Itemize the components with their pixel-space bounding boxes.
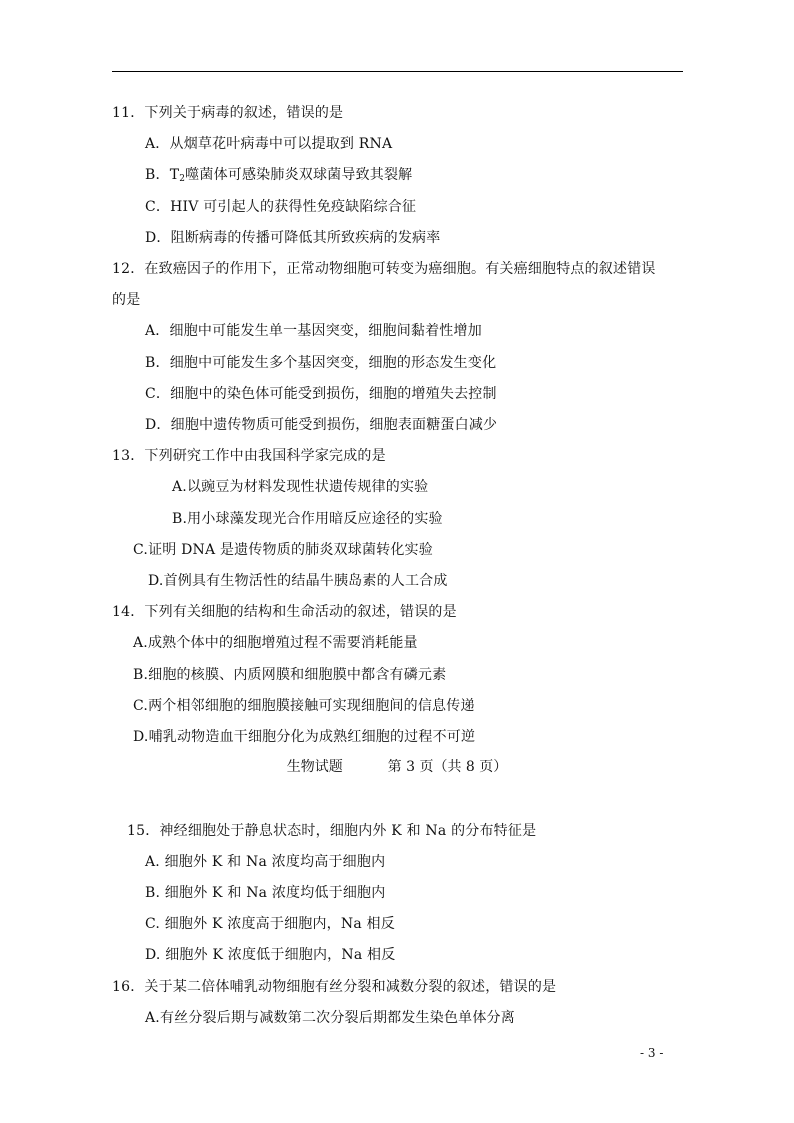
q13-stem: 13．下列研究工作中由我国科学家完成的是: [112, 448, 386, 464]
q15-stem: 15．神经细胞处于静息状态时，细胞内外 K 和 Na 的分布特征是: [127, 823, 537, 839]
q12-stem-line1: 12．在致癌因子的作用下，正常动物细胞可转变为癌细胞。有关癌细胞特点的叙述错误: [112, 261, 656, 277]
footer-page-info: 第 3 页（共 8 页）: [387, 759, 508, 775]
q11-stem: 11．下列关于病毒的叙述，错误的是: [112, 105, 344, 121]
q11-option-b: [145, 166, 412, 184]
q15-option-b: B. 细胞外 K 和 Na 浓度均低于细胞内: [145, 885, 386, 901]
q12-option-b: B．细胞中可能发生多个基因突变，细胞的形态发生变化: [145, 355, 497, 371]
q16-stem: 16．关于某二倍体哺乳动物细胞有丝分裂和减数分裂的叙述，错误的是: [112, 979, 557, 995]
q14-option-d: D.哺乳动物造血干细胞分化为成熟红细胞的过程不可逆: [133, 729, 476, 745]
q14-stem: 14．下列有关细胞的结构和生命活动的叙述，错误的是: [112, 604, 457, 620]
q13-option-b: B.用小球藻发现光合作用暗反应途径的实验: [172, 511, 443, 527]
q16-option-a: A.有丝分裂后期与减数第二次分裂后期都发生染色单体分离: [145, 1010, 515, 1026]
q11-option-a: A．从烟草花叶病毒中可以提取到 RNA: [145, 136, 393, 152]
q15-option-a: A. 细胞外 K 和 Na 浓度均高于细胞内: [145, 854, 386, 870]
q14-option-a: A.成熟个体中的细胞增殖过程不需要消耗能量: [133, 635, 418, 651]
q11-option-d: D．阻断病毒的传播可降低其所致疾病的发病率: [145, 230, 441, 246]
q11-option-b-rest: 噬菌体可感染肺炎双球菌导致其裂解: [185, 167, 413, 183]
q12-option-d: D．细胞中遗传物质可能受到损伤，细胞表面糖蛋白减少: [145, 417, 498, 433]
page-footer: [0, 758, 794, 776]
q13-option-a: A.以豌豆为材料发现性状遗传规律的实验: [172, 479, 429, 495]
q13-option-c: C.证明 DNA 是遗传物质的肺炎双球菌转化实验: [133, 542, 433, 558]
q12-option-a: A．细胞中可能发生单一基因突变，细胞间黏着性增加: [145, 323, 482, 339]
page-number: - 3 -: [640, 1046, 664, 1060]
q15-option-c: C. 细胞外 K 浓度高于细胞内，Na 相反: [145, 916, 395, 932]
q11-option-b-subscript: 2: [179, 174, 186, 184]
q11-option-b-prefix: B．T: [145, 167, 180, 183]
q14-option-c: C.两个相邻细胞的细胞膜接触可实现细胞间的信息传递: [133, 698, 475, 714]
q11-option-c: C．HIV 可引起人的获得性免疫缺陷综合征: [145, 199, 417, 215]
q12-stem-line2: 的是: [112, 292, 141, 308]
q14-option-b: B.细胞的核膜、内质网膜和细胞膜中都含有磷元素: [133, 667, 447, 683]
footer-subject: 生物试题: [286, 759, 343, 775]
q15-option-d: D. 细胞外 K 浓度低于细胞内，Na 相反: [145, 947, 396, 963]
q13-option-d: D.首例具有生物活性的结晶牛胰岛素的人工合成: [148, 573, 448, 589]
q12-option-c: C．细胞中的染色体可能受到损伤，细胞的增殖失去控制: [145, 386, 497, 402]
header-rule: [112, 71, 683, 72]
